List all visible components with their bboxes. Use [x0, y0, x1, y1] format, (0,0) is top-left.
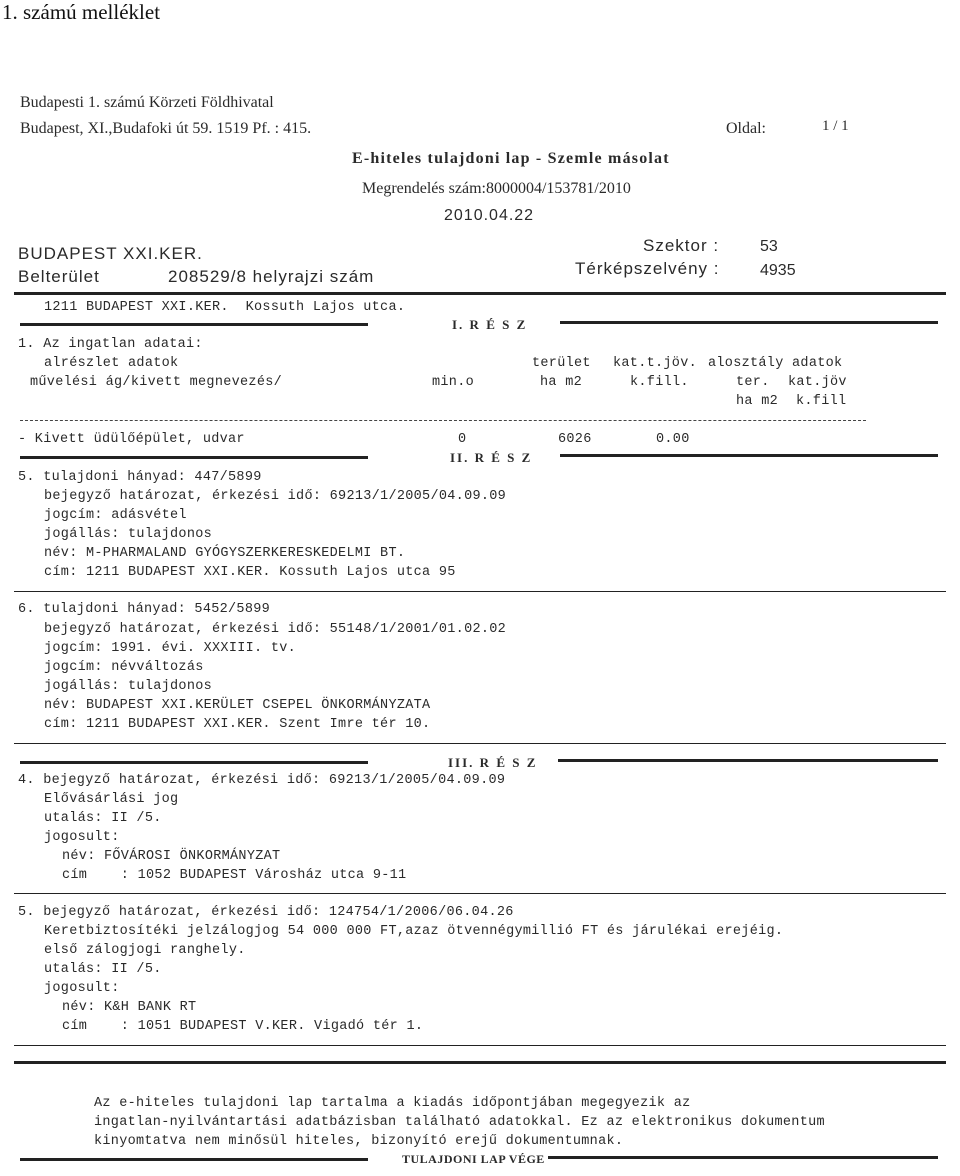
page-number: 1 / 1 — [822, 118, 849, 134]
end-rule-right — [548, 1156, 938, 1159]
map-sheet-value: 4935 — [760, 262, 796, 279]
col-cultivation: művelési ág/kivett megnevezés/ — [30, 375, 283, 390]
col-subclass-area: ter. — [736, 375, 770, 390]
part1-rule-left — [20, 323, 368, 326]
part3-heading: III. R É S Z — [448, 755, 538, 770]
table-dash-line — [20, 420, 866, 421]
header-divider — [14, 292, 946, 295]
col-area-unit: ha m2 — [540, 375, 583, 390]
parcel-number: 208529/8 helyrajzi szám — [168, 267, 375, 286]
part1-rule-right — [560, 321, 938, 324]
entry-line: utalás: II /5. — [44, 811, 162, 826]
col-area: terület — [532, 356, 591, 371]
col-quality: min.o — [432, 375, 475, 390]
col-subdetail: alrészlet adatok — [44, 356, 179, 371]
office-name: Budapesti 1. számú Körzeti Földhivatal — [20, 94, 274, 111]
entry-line: cím : 1052 BUDAPEST Városház utca 9-11 — [62, 868, 407, 883]
entry-divider — [14, 591, 946, 592]
entry-line: Elővásárlási jog — [44, 792, 179, 807]
entry-line: első zálogjogi ranghely. — [44, 943, 246, 958]
document-title: E-hiteles tulajdoni lap - Szemle másolat — [352, 150, 670, 167]
entry-divider — [14, 893, 946, 894]
entry-line: jogosult: — [44, 981, 120, 996]
land-row-name: - Kivett üdülőépület, udvar — [18, 432, 245, 447]
footer-note-line: Az e-hiteles tulajdoni lap tartalma a kiadás időpontjában megegyezik az — [94, 1096, 691, 1111]
entry-line: bejegyző határozat, érkezési idő: 69213/1/2005/04.09.09 — [44, 489, 507, 504]
office-address: Budapest, XI.,Budafoki út 59. 1519 Pf. : 415. — [20, 120, 312, 137]
land-row-area: 6026 — [558, 432, 592, 447]
entry-line: Keretbiztosítéki jelzálogjog 54 000 000 FT,azaz ötvennégymillió FT és járulékai erejéig. — [44, 924, 784, 939]
entry-line: cím: 1211 BUDAPEST XXI.KER. Szent Imre tér 10. — [44, 717, 431, 732]
col-subclass-income-unit: k.fill — [796, 394, 847, 409]
entry-line: cím : 1051 BUDAPEST V.KER. Vigadó tér 1. — [62, 1019, 424, 1034]
order-number: Megrendelés szám:8000004/153781/2010 — [362, 180, 631, 197]
property-address: 1211 BUDAPEST XXI.KER. Kossuth Lajos utca. — [44, 300, 406, 315]
entry-line: név: M-PHARMALAND GYÓGYSZERKERESKEDELMI BT. — [44, 546, 406, 561]
entry-line: jogcím: 1991. évi. XXXIII. tv. — [44, 641, 297, 656]
part2-rule-left — [20, 456, 368, 459]
col-subclass: alosztály adatok — [708, 356, 843, 371]
issue-date: 2010.04.22 — [444, 207, 535, 224]
entry-line: jogcím: adásvétel — [44, 508, 187, 523]
entry-line: 5. tulajdoni hányad: 447/5899 — [18, 470, 262, 485]
part3-rule-left — [20, 761, 368, 764]
col-subclass-income: kat.jöv — [788, 375, 847, 390]
part2-rule-right — [560, 454, 938, 457]
entry-line: név: K&H BANK RT — [62, 1000, 197, 1015]
col-cadastral-income-unit: k.fill. — [630, 375, 689, 390]
district: BUDAPEST XXI.KER. — [18, 244, 203, 263]
end-rule-left — [20, 1158, 368, 1161]
closing-rule-thick — [14, 1061, 946, 1064]
footer-note-line: ingatlan-nyilvántartási adatbázisban található adatokkal. Ez az elektronikus dokumentum — [94, 1115, 825, 1130]
part3-rule-right — [558, 759, 938, 762]
entry-line: 6. tulajdoni hányad: 5452/5899 — [18, 602, 271, 617]
entry-line: jogállás: tulajdonos — [44, 679, 213, 694]
land-row-quality: 0 — [458, 432, 467, 447]
part2-heading: II. R É S Z — [450, 450, 533, 465]
entry-divider — [14, 743, 946, 744]
entry-line: utalás: II /5. — [44, 962, 162, 977]
map-sheet-label: Térképszelvény : — [575, 259, 720, 278]
entry-line: cím: 1211 BUDAPEST XXI.KER. Kossuth Lajos utca 95 — [44, 565, 456, 580]
closing-rule — [14, 1045, 946, 1046]
entry-line: 4. bejegyző határozat, érkezési idő: 69213/1/2005/04.09.09 — [18, 773, 506, 788]
entry-line: jogcím: névváltozás — [44, 660, 204, 675]
annex-title: 1. számú melléklet — [2, 0, 161, 24]
land-row-income: 0.00 — [656, 432, 690, 447]
sector-label: Szektor : — [643, 236, 720, 255]
col-subclass-area-unit: ha m2 — [736, 394, 779, 409]
part1-intro: 1. Az ingatlan adatai: — [18, 337, 203, 352]
entry-line: név: BUDAPEST XXI.KERÜLET CSEPEL ÖNKORMÁNYZATA — [44, 698, 431, 713]
entry-line: bejegyző határozat, érkezési idő: 55148/1/2001/01.02.02 — [44, 622, 507, 637]
area-type: Belterület — [18, 267, 100, 286]
sector-value: 53 — [760, 238, 778, 255]
entry-line: név: FŐVÁROSI ÖNKORMÁNYZAT — [62, 849, 281, 864]
entry-line: 5. bejegyző határozat, érkezési idő: 124754/1/2006/06.04.26 — [18, 905, 514, 920]
end-of-sheet-label: TULAJDONI LAP VÉGE — [402, 1152, 545, 1166]
page-label: Oldal: — [726, 120, 766, 137]
part1-heading: I. R É S Z — [452, 317, 528, 332]
footer-note-line: kinyomtatva nem minősül hiteles, bizonyító erejű dokumentumnak. — [94, 1134, 624, 1149]
entry-line: jogállás: tulajdonos — [44, 527, 213, 542]
col-cadastral-income: kat.t.jöv. — [613, 356, 698, 371]
entry-line: jogosult: — [44, 830, 120, 845]
